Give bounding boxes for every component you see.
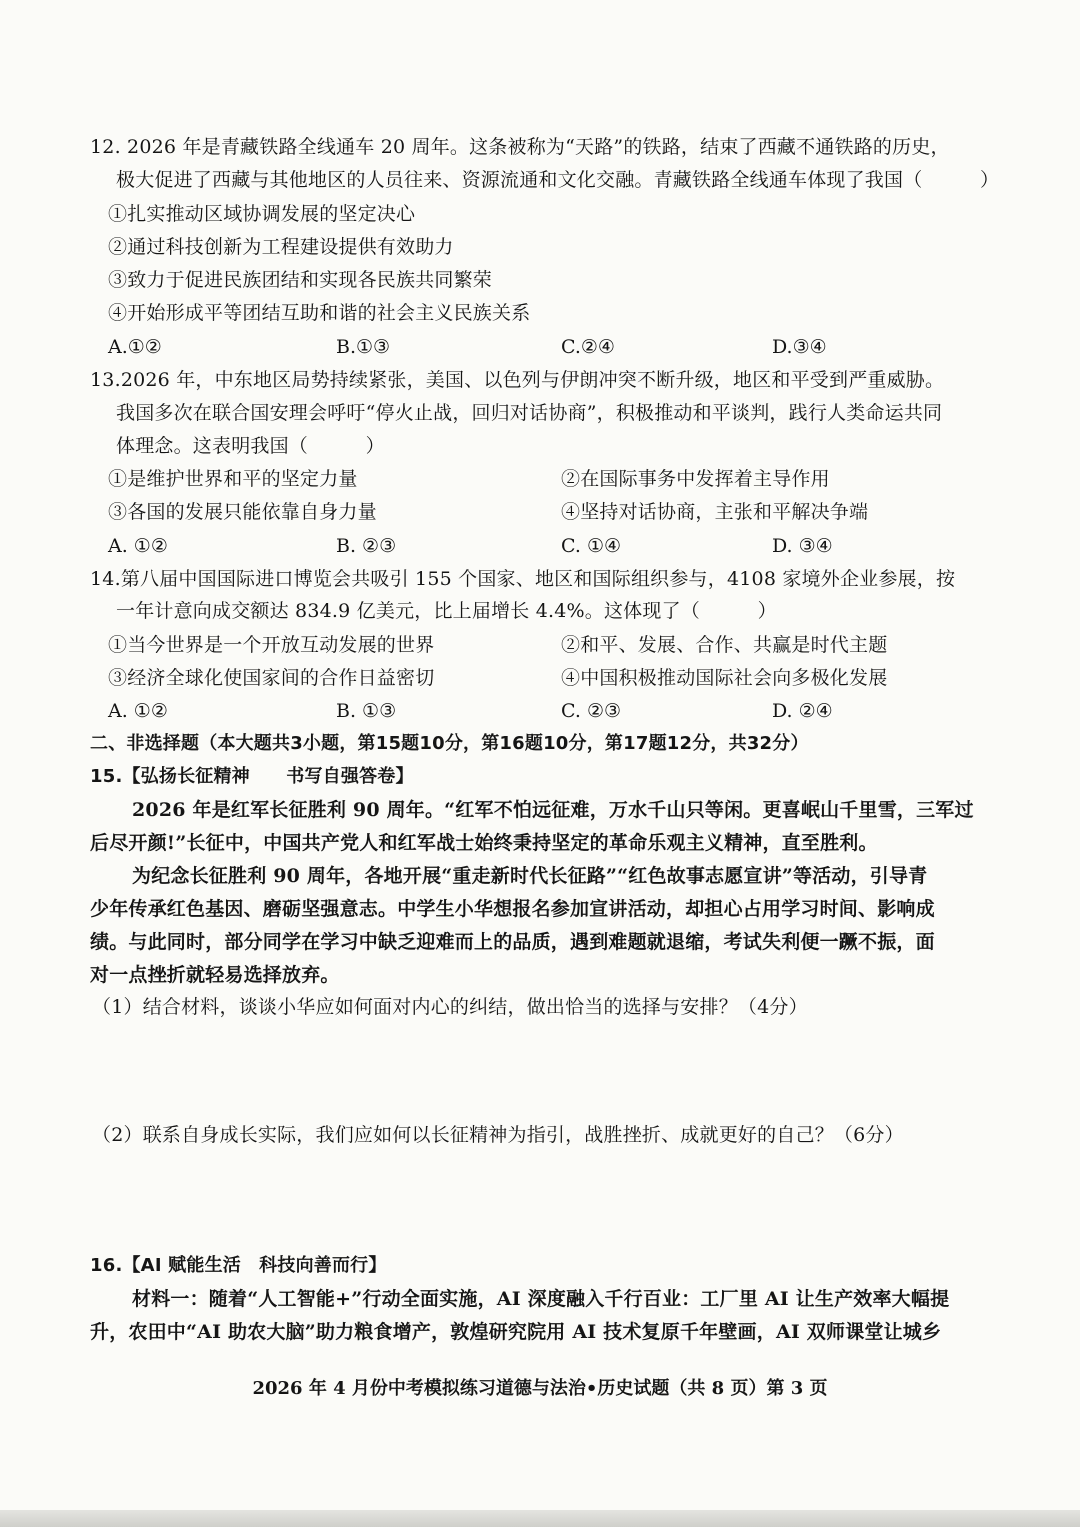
q14-statement-4: ④中国积极推动国际社会向多极化发展 [561, 667, 888, 689]
q13-option-a: A. ①② [108, 535, 168, 557]
q16-material-line-2: 升，农田中“AI 助农大脑”助力粮食增产，敦煌研究院用 AI 技术复原千年壁画，AI 双师课堂让城乡 [90, 1321, 942, 1343]
q13-option-c: C. ①④ [561, 535, 622, 557]
q12-option-b: B.①③ [336, 336, 391, 358]
q14-stem-line-1: 14.第八届中国国际进口博览会共吸引 155 个国家、地区和国际组织参与，4108 家境外企业参展，按 [90, 568, 956, 590]
q13-statement-4: ④坚持对话协商，主张和平解决争端 [561, 501, 869, 523]
q14-option-b: B. ①③ [336, 700, 397, 722]
q15-material-line-6: 对一点挫折就轻易选择放弃。 [90, 964, 340, 986]
q13-statement-3: ③各国的发展只能依靠自身力量 [108, 501, 377, 523]
q12-option-c: C.②④ [561, 336, 615, 358]
q15-title: 15.【弘扬长征精神 书写自强答卷】 [90, 766, 414, 787]
q14-statement-2: ②和平、发展、合作、共赢是时代主题 [561, 634, 888, 656]
q14-option-c: C. ②③ [561, 700, 622, 722]
q15-subquestion-1: （1）结合材料，谈谈小华应如何面对内心的纠结，做出恰当的选择与安排？（4分） [92, 996, 808, 1018]
q12-statement-1: ①扎实推动区域协调发展的坚定决心 [108, 203, 416, 225]
page-footer: 2026 年 4 月份中考模拟练习道德与法治•历史试题（共 8 页）第 3 页 [252, 1378, 828, 1399]
q13-stem-line-1: 13.2026 年，中东地区局势持续紧张，美国、以色列与伊朗冲突不断升级，地区和平受到严重威胁。 [90, 369, 945, 391]
q16-material-line-1: 材料一：随着“人工智能+”行动全面实施，AI 深度融入千行百业：工厂里 AI 让生产效率大幅提 [132, 1288, 950, 1310]
q15-material-line-3: 为纪念长征胜利 90 周年，各地开展“重走新时代长征路”“红色故事志愿宣讲”等活动，引导青 [132, 865, 928, 887]
scan-bottom-edge [0, 1510, 1080, 1527]
q15-material-line-5: 绩。与此同时，部分同学在学习中缺乏迎难而上的品质，遇到难题就退缩，考试失利便一蹶不振，面 [90, 931, 935, 953]
q14-statement-3: ③经济全球化使国家间的合作日益密切 [108, 667, 435, 689]
q13-option-b: B. ②③ [336, 535, 397, 557]
q15-subquestion-2: （2）联系自身成长实际，我们应如何以长征精神为指引，战胜挫折、成就更好的自己？（6分） [92, 1124, 904, 1146]
section-2-heading: 二、非选择题（本大题共3小题，第15题10分，第16题10分，第17题12分，共32分） [90, 733, 809, 754]
q14-option-a: A. ①② [108, 700, 168, 722]
q15-material-line-4: 少年传承红色基因、磨砺坚强意志。中学生小华想报名参加宣讲活动，却担心占用学习时间、影响成 [90, 898, 935, 920]
q12-statement-3: ③致力于促进民族团结和实现各民族共同繁荣 [108, 269, 493, 291]
q12-option-a: A.①② [108, 336, 162, 358]
q13-option-d: D. ③④ [772, 535, 833, 557]
q12-statement-4: ④开始形成平等团结互助和谐的社会主义民族关系 [108, 302, 531, 324]
q12-option-d: D.③④ [772, 336, 827, 358]
q13-stem-line-3: 体理念。这表明我国（ ） [116, 435, 385, 457]
q13-stem-line-2: 我国多次在联合国安理会呼吁“停火止战，回归对话协商”，积极推动和平谈判，践行人类命运共同 [116, 402, 943, 424]
q15-material-line-2: 后尽开颜!”长征中，中国共产党人和红军战士始终秉持坚定的革命乐观主义精神，直至胜利。 [90, 832, 878, 854]
q12-stem-line-2: 极大促进了西藏与其他地区的人员往来、资源流通和文化交融。青藏铁路全线通车体现了我国（ ） [116, 169, 1000, 191]
q13-statement-1: ①是维护世界和平的坚定力量 [108, 468, 358, 490]
q12-stem-line-1: 12. 2026 年是青藏铁路全线通车 20 周年。这条被称为“天路”的铁路，结束了西藏不通铁路的历史， [90, 136, 950, 158]
q14-statement-1: ①当今世界是一个开放互动发展的世界 [108, 634, 435, 656]
q15-material-line-1: 2026 年是红军长征胜利 90 周年。“红军不怕远征难，万水千山只等闲。更喜岷山千里雪，三军过 [132, 799, 974, 821]
q13-statement-2: ②在国际事务中发挥着主导作用 [561, 468, 830, 490]
q14-option-d: D. ②④ [772, 700, 833, 722]
q12-statement-2: ②通过科技创新为工程建设提供有效助力 [108, 236, 454, 258]
q14-stem-line-2: 一年计意向成交额达 834.9 亿美元，比上届增长 4.4%。这体现了（ ） [116, 600, 777, 622]
q16-title: 16.【AI 赋能生活 科技向善而行】 [90, 1255, 387, 1276]
